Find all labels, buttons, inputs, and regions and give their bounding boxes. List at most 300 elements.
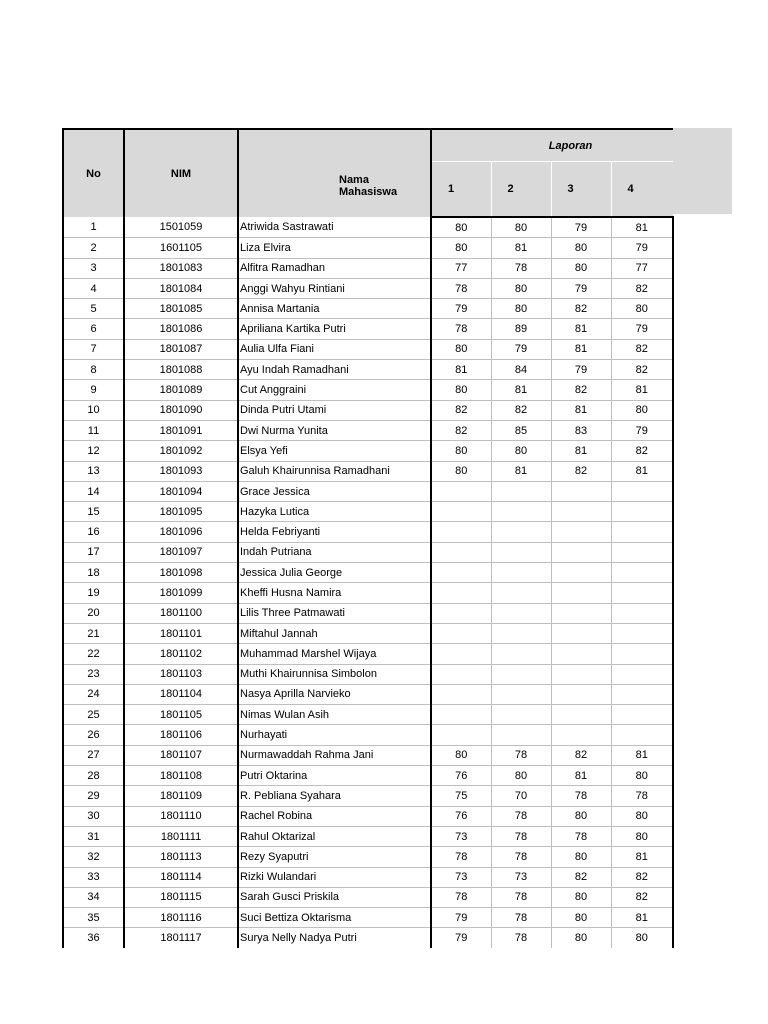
row-no: 31	[63, 826, 124, 846]
row-laporan-3	[551, 664, 611, 684]
table-row	[63, 908, 673, 928]
table-row	[63, 603, 673, 623]
table-row	[63, 644, 673, 664]
row-nama: Rezy Syaputri	[238, 847, 431, 867]
row-nim: 1801113	[124, 847, 238, 867]
table-row	[63, 299, 673, 319]
row-nama: Kheffi Husna Namira	[238, 583, 431, 603]
row-laporan-2	[491, 725, 551, 745]
row-laporan-1: 80	[431, 339, 491, 359]
row-nim: 1801103	[124, 664, 238, 684]
row-laporan-3: 81	[551, 441, 611, 461]
row-laporan-4: 81	[611, 745, 673, 765]
row-nama: Sarah Gusci Priskila	[238, 887, 431, 907]
row-laporan-4: 80	[611, 299, 673, 319]
row-nama: Atriwida Sastrawati	[238, 217, 431, 238]
row-laporan-2: 81	[491, 380, 551, 400]
row-nim: 1801111	[124, 826, 238, 846]
row-laporan-4	[611, 623, 673, 643]
row-laporan-1	[431, 481, 491, 501]
row-laporan-1: 73	[431, 867, 491, 887]
row-laporan-2	[491, 502, 551, 522]
row-nim: 1801087	[124, 339, 238, 359]
table-row	[63, 664, 673, 684]
row-laporan-3: 78	[551, 826, 611, 846]
row-laporan-2: 80	[491, 299, 551, 319]
row-nim: 1801099	[124, 583, 238, 603]
row-nama: Indah Putriana	[238, 542, 431, 562]
row-nim: 1801097	[124, 542, 238, 562]
table-row	[63, 461, 673, 481]
header-laporan-1: 1	[431, 162, 491, 218]
row-laporan-3	[551, 542, 611, 562]
row-laporan-3: 83	[551, 420, 611, 440]
row-laporan-2	[491, 583, 551, 603]
row-laporan-2: 80	[491, 217, 551, 238]
row-nim: 1801084	[124, 278, 238, 298]
row-no: 28	[63, 766, 124, 786]
row-no: 8	[63, 360, 124, 380]
row-nama: Apriliana Kartika Putri	[238, 319, 431, 339]
row-nim: 1501059	[124, 217, 238, 238]
row-laporan-1	[431, 522, 491, 542]
row-no: 10	[63, 400, 124, 420]
row-nim: 1801093	[124, 461, 238, 481]
row-no: 20	[63, 603, 124, 623]
row-laporan-3: 81	[551, 400, 611, 420]
row-no: 22	[63, 644, 124, 664]
row-laporan-1	[431, 563, 491, 583]
row-nama: Helda Febriyanti	[238, 522, 431, 542]
header-no: No	[63, 129, 124, 217]
row-nim: 1801104	[124, 684, 238, 704]
row-nama: Alfitra Ramadhan	[238, 258, 431, 278]
row-laporan-2: 80	[491, 766, 551, 786]
row-nim: 1801108	[124, 766, 238, 786]
row-laporan-2: 82	[491, 400, 551, 420]
row-laporan-1: 77	[431, 258, 491, 278]
row-laporan-3: 81	[551, 319, 611, 339]
row-no: 1	[63, 217, 124, 238]
table-row	[63, 400, 673, 420]
table-row	[63, 522, 673, 542]
row-laporan-1	[431, 684, 491, 704]
row-nim: 1801115	[124, 887, 238, 907]
row-no: 15	[63, 502, 124, 522]
table-row	[63, 339, 673, 359]
row-no: 9	[63, 380, 124, 400]
row-nama: Aulia Ulfa Fiani	[238, 339, 431, 359]
row-no: 7	[63, 339, 124, 359]
row-laporan-4: 80	[611, 400, 673, 420]
table-row	[63, 319, 673, 339]
row-nama: R. Pebliana Syahara	[238, 786, 431, 806]
row-laporan-1: 75	[431, 786, 491, 806]
row-nim: 1801109	[124, 786, 238, 806]
table-row	[63, 441, 673, 461]
row-no: 33	[63, 867, 124, 887]
row-laporan-1	[431, 623, 491, 643]
row-no: 2	[63, 238, 124, 258]
table-row	[63, 766, 673, 786]
row-no: 26	[63, 725, 124, 745]
row-laporan-2: 79	[491, 339, 551, 359]
row-laporan-3	[551, 705, 611, 725]
table-row	[63, 745, 673, 765]
row-laporan-4	[611, 542, 673, 562]
row-nim: 1801117	[124, 928, 238, 948]
row-no: 21	[63, 623, 124, 643]
row-laporan-3: 82	[551, 299, 611, 319]
row-nim: 1801096	[124, 522, 238, 542]
row-laporan-4: 80	[611, 766, 673, 786]
row-laporan-3	[551, 522, 611, 542]
row-laporan-2: 81	[491, 461, 551, 481]
row-laporan-4: 82	[611, 360, 673, 380]
row-laporan-2	[491, 522, 551, 542]
row-no: 16	[63, 522, 124, 542]
row-nama: Hazyka Lutica	[238, 502, 431, 522]
row-laporan-4	[611, 644, 673, 664]
row-laporan-2	[491, 664, 551, 684]
row-laporan-3: 79	[551, 217, 611, 238]
header-nama	[238, 129, 431, 217]
row-laporan-4: 80	[611, 806, 673, 826]
table-row	[63, 826, 673, 846]
table-row	[63, 481, 673, 501]
row-laporan-2: 78	[491, 258, 551, 278]
row-nim: 1801085	[124, 299, 238, 319]
row-nama: Cut Anggraini	[238, 380, 431, 400]
row-nama: Nurmawaddah Rahma Jani	[238, 745, 431, 765]
row-laporan-4: 81	[611, 380, 673, 400]
table-row	[63, 420, 673, 440]
row-no: 14	[63, 481, 124, 501]
header-laporan-3: 3	[551, 162, 611, 218]
row-nama: Lilis Three Patmawati	[238, 603, 431, 623]
row-laporan-1: 76	[431, 766, 491, 786]
row-laporan-1: 78	[431, 319, 491, 339]
row-no: 12	[63, 441, 124, 461]
table-row	[63, 867, 673, 887]
row-nim: 1801089	[124, 380, 238, 400]
row-no: 32	[63, 847, 124, 867]
row-nama: Nasya Aprilla Narvieko	[238, 684, 431, 704]
row-no: 29	[63, 786, 124, 806]
row-nama: Nurhayati	[238, 725, 431, 745]
row-laporan-3: 80	[551, 847, 611, 867]
row-laporan-1: 79	[431, 299, 491, 319]
table-row	[63, 705, 673, 725]
row-laporan-1: 78	[431, 278, 491, 298]
row-laporan-4: 77	[611, 258, 673, 278]
row-laporan-2: 78	[491, 745, 551, 765]
row-laporan-4: 79	[611, 238, 673, 258]
row-laporan-3	[551, 603, 611, 623]
row-laporan-4	[611, 563, 673, 583]
row-no: 3	[63, 258, 124, 278]
row-nama: Elsya Yefi	[238, 441, 431, 461]
row-laporan-4: 80	[611, 928, 673, 948]
row-laporan-1: 80	[431, 380, 491, 400]
table-row	[63, 786, 673, 806]
row-nama: Surya Nelly Nadya Putri	[238, 928, 431, 948]
row-laporan-4	[611, 664, 673, 684]
row-laporan-1: 80	[431, 745, 491, 765]
row-laporan-1: 79	[431, 908, 491, 928]
row-laporan-4	[611, 481, 673, 501]
row-laporan-3: 81	[551, 339, 611, 359]
row-laporan-4: 78	[611, 786, 673, 806]
row-nim: 1801098	[124, 563, 238, 583]
row-nama: Dwi Nurma Yunita	[238, 420, 431, 440]
row-laporan-3: 80	[551, 887, 611, 907]
row-laporan-2	[491, 563, 551, 583]
row-laporan-2: 78	[491, 928, 551, 948]
table-row	[63, 278, 673, 298]
table-row	[63, 887, 673, 907]
table-row	[63, 583, 673, 603]
row-laporan-3: 82	[551, 745, 611, 765]
table-row	[63, 542, 673, 562]
row-laporan-3: 82	[551, 867, 611, 887]
table-row	[63, 563, 673, 583]
row-nim: 1801100	[124, 603, 238, 623]
row-nim: 1801091	[124, 420, 238, 440]
row-laporan-3: 79	[551, 278, 611, 298]
row-laporan-4: 79	[611, 319, 673, 339]
row-laporan-2: 78	[491, 806, 551, 826]
header-laporan-4: 4	[611, 162, 673, 218]
row-laporan-2: 78	[491, 908, 551, 928]
row-laporan-2	[491, 684, 551, 704]
row-laporan-2: 70	[491, 786, 551, 806]
row-nim: 1801101	[124, 623, 238, 643]
row-no: 5	[63, 299, 124, 319]
row-laporan-4	[611, 684, 673, 704]
row-laporan-2: 80	[491, 441, 551, 461]
row-nim: 1801092	[124, 441, 238, 461]
row-nama: Anggi Wahyu Rintiani	[238, 278, 431, 298]
row-laporan-4: 82	[611, 278, 673, 298]
row-laporan-4	[611, 705, 673, 725]
table-row	[63, 238, 673, 258]
row-laporan-4: 82	[611, 441, 673, 461]
row-no: 34	[63, 887, 124, 907]
row-nama: Muthi Khairunnisa Simbolon	[238, 664, 431, 684]
table-row	[63, 502, 673, 522]
row-laporan-1: 80	[431, 217, 491, 238]
row-laporan-1: 80	[431, 461, 491, 481]
row-nim: 1801090	[124, 400, 238, 420]
row-laporan-4: 82	[611, 887, 673, 907]
row-no: 18	[63, 563, 124, 583]
row-laporan-3	[551, 481, 611, 501]
row-nim: 1801114	[124, 867, 238, 887]
row-laporan-2	[491, 644, 551, 664]
row-laporan-4	[611, 603, 673, 623]
row-laporan-2: 81	[491, 238, 551, 258]
row-nim: 1801086	[124, 319, 238, 339]
row-nama: Annisa Martania	[238, 299, 431, 319]
table-row	[63, 847, 673, 867]
row-nama: Rachel Robina	[238, 806, 431, 826]
row-laporan-1: 76	[431, 806, 491, 826]
row-laporan-1: 82	[431, 420, 491, 440]
row-nama: Galuh Khairunnisa Ramadhani	[238, 461, 431, 481]
header-nama-line1: Nama	[339, 173, 369, 186]
row-nim: 1801088	[124, 360, 238, 380]
row-laporan-2	[491, 481, 551, 501]
row-laporan-2: 78	[491, 847, 551, 867]
row-nama: Rahul Oktarizal	[238, 826, 431, 846]
row-no: 13	[63, 461, 124, 481]
row-laporan-4	[611, 502, 673, 522]
row-nama: Miftahul Jannah	[238, 623, 431, 643]
row-laporan-4: 79	[611, 420, 673, 440]
row-laporan-1	[431, 583, 491, 603]
row-laporan-4: 81	[611, 908, 673, 928]
row-laporan-3: 80	[551, 806, 611, 826]
table-row	[63, 928, 673, 948]
grade-sheet	[62, 128, 674, 948]
row-laporan-3	[551, 563, 611, 583]
row-laporan-4: 81	[611, 847, 673, 867]
row-nama: Liza Elvira	[238, 238, 431, 258]
header-nama-line2: Mahasiswa	[339, 185, 398, 198]
row-laporan-3: 80	[551, 928, 611, 948]
row-nim: 1801107	[124, 745, 238, 765]
row-no: 19	[63, 583, 124, 603]
row-laporan-2: 84	[491, 360, 551, 380]
row-laporan-1: 79	[455, 932, 468, 945]
row-laporan-3: 82	[551, 461, 611, 481]
row-no: 4	[63, 278, 124, 298]
row-laporan-4: 81	[611, 461, 673, 481]
row-laporan-1: 78	[431, 887, 491, 907]
row-laporan-2: 73	[491, 867, 551, 887]
row-laporan-4	[611, 725, 673, 745]
row-laporan-3	[551, 502, 611, 522]
row-nama: Putri Oktarina	[238, 766, 431, 786]
row-laporan-1	[431, 705, 491, 725]
row-nim: 1801105	[124, 705, 238, 725]
row-laporan-2	[491, 542, 551, 562]
row-laporan-1	[431, 603, 491, 623]
row-no: 27	[63, 745, 124, 765]
row-laporan-3	[551, 644, 611, 664]
table-row	[63, 623, 673, 643]
row-laporan-1: 80	[431, 238, 491, 258]
row-laporan-2	[491, 623, 551, 643]
row-laporan-1	[431, 664, 491, 684]
row-laporan-1: 73	[431, 826, 491, 846]
table-row	[63, 360, 673, 380]
row-laporan-1: 81	[431, 360, 491, 380]
header-laporan: Laporan	[431, 129, 673, 162]
row-no: 36	[63, 928, 124, 948]
row-laporan-3: 79	[551, 360, 611, 380]
row-laporan-2: 80	[491, 278, 551, 298]
row-laporan-3	[551, 623, 611, 643]
row-laporan-3: 81	[551, 766, 611, 786]
row-no: 24	[63, 684, 124, 704]
row-nama: Dinda Putri Utami	[238, 400, 431, 420]
row-laporan-3	[551, 583, 611, 603]
row-laporan-1	[431, 644, 491, 664]
row-no: 25	[63, 705, 124, 725]
row-laporan-2: 78	[491, 826, 551, 846]
row-no: 11	[63, 420, 124, 440]
row-laporan-1: 82	[431, 400, 491, 420]
row-laporan-2	[491, 705, 551, 725]
row-no: 23	[63, 664, 124, 684]
table-row	[63, 217, 673, 238]
row-laporan-3: 82	[551, 380, 611, 400]
row-laporan-3	[551, 725, 611, 745]
row-nim: 1801095	[124, 502, 238, 522]
row-no: 17	[63, 542, 124, 562]
row-no: 30	[63, 806, 124, 826]
row-nim: 1801110	[124, 806, 238, 826]
header-nim: NIM	[124, 129, 238, 217]
row-laporan-1	[431, 542, 491, 562]
row-laporan-1	[431, 502, 491, 522]
row-laporan-2	[491, 603, 551, 623]
header-laporan-2: 2	[491, 162, 551, 218]
row-nama: Ayu Indah Ramadhani	[238, 360, 431, 380]
row-laporan-2: 78	[491, 887, 551, 907]
table-row	[63, 806, 673, 826]
row-nama: Rizki Wulandari	[238, 867, 431, 887]
table-row	[63, 258, 673, 278]
row-laporan-4: 82	[611, 339, 673, 359]
row-laporan-3: 78	[551, 786, 611, 806]
row-laporan-4	[611, 583, 673, 603]
row-laporan-3: 80	[551, 258, 611, 278]
row-nama: Muhammad Marshel Wijaya	[238, 644, 431, 664]
table-row	[63, 684, 673, 704]
row-laporan-2: 89	[491, 319, 551, 339]
row-nim: 1801116	[124, 908, 238, 928]
row-laporan-1: 80	[431, 441, 491, 461]
row-no: 35	[63, 908, 124, 928]
row-laporan-3	[551, 684, 611, 704]
grade-table	[62, 128, 674, 948]
table-row	[63, 380, 673, 400]
row-nama: Suci Bettiza Oktarisma	[238, 908, 431, 928]
row-laporan-4	[611, 522, 673, 542]
row-laporan-2: 85	[491, 420, 551, 440]
table-body	[63, 217, 673, 948]
row-laporan-4: 81	[611, 217, 673, 238]
row-laporan-3: 80	[551, 238, 611, 258]
row-laporan-1	[431, 725, 491, 745]
row-laporan-4: 82	[611, 867, 673, 887]
row-no: 6	[63, 319, 124, 339]
row-laporan-4: 80	[611, 826, 673, 846]
row-laporan-1: 78	[431, 847, 491, 867]
row-nama: Jessica Julia George	[238, 563, 431, 583]
table-row	[63, 725, 673, 745]
row-nama: Grace Jessica	[238, 481, 431, 501]
row-laporan-3: 80	[551, 908, 611, 928]
row-nim: 1801083	[124, 258, 238, 278]
row-nim: 1801102	[124, 644, 238, 664]
row-nim: 1601105	[124, 238, 238, 258]
row-nim: 1801106	[124, 725, 238, 745]
row-nama: Nimas Wulan Asih	[238, 705, 431, 725]
